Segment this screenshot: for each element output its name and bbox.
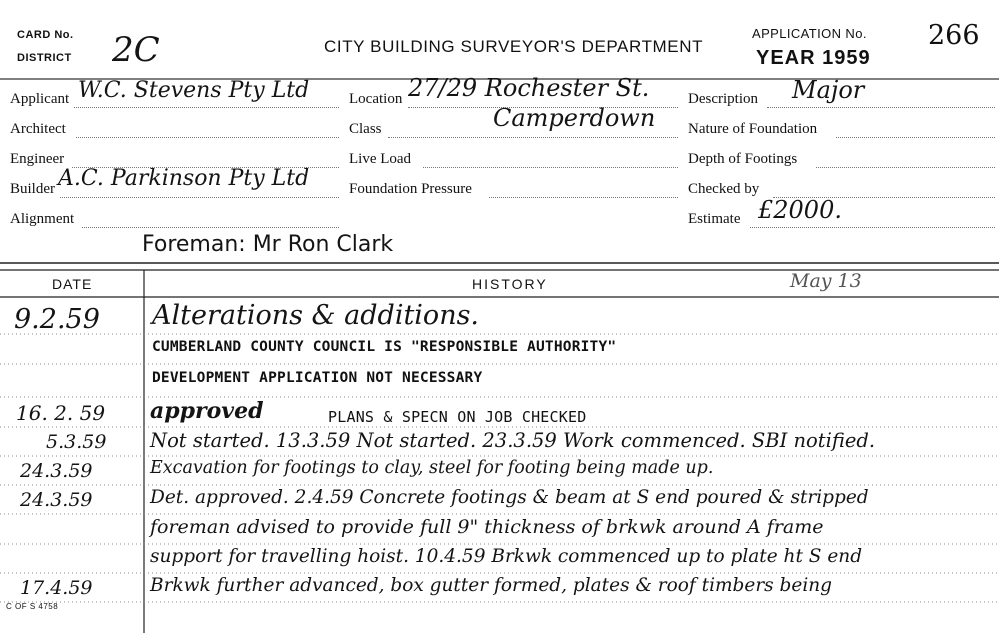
- history-row-text: Det. approved. 2.4.59 Concrete footings & beam at S end poured & stripped: [150, 487, 869, 508]
- engineer-label: Engineer: [10, 151, 65, 167]
- history-stamp-responsible-authority: CUMBERLAND COUNTY COUNCIL IS "RESPONSIBLE AUTHORITY": [152, 339, 617, 355]
- history-stamp-development-application: DEVELOPMENT APPLICATION NOT NECESSARY: [152, 370, 483, 386]
- history-row-date: 17.4.59: [20, 577, 93, 599]
- location-value-2: Camperdown: [493, 104, 656, 132]
- live-load-label: Live Load: [349, 151, 412, 167]
- history-row-text: approved: [150, 398, 264, 424]
- history-row-text: support for travelling hoist. 10.4.59 Brkwk commenced up to plate ht S end: [150, 546, 863, 567]
- district-label: DISTRICT: [17, 52, 72, 64]
- history-row-date: 24.3.59: [20, 489, 93, 511]
- date-column-header: DATE: [52, 276, 93, 292]
- location-label: Location: [349, 91, 403, 107]
- history-row-date: 5.3.59: [46, 431, 107, 453]
- history-column-header: HISTORY: [472, 276, 548, 292]
- application-no-value: 266: [928, 20, 980, 51]
- history-stamp-plans-checked: PLANS & SPECN ON JOB CHECKED: [328, 408, 587, 426]
- applicant-label: Applicant: [10, 91, 70, 107]
- foreman-note: Foreman: Mr Ron Clark: [142, 232, 394, 257]
- history-row-date: 9.2.59: [14, 304, 100, 335]
- estimate-value: £2000.: [758, 196, 842, 224]
- corner-note: May 13: [790, 270, 862, 292]
- nature-of-foundation-label: Nature of Foundation: [688, 121, 818, 137]
- history-row-text: Brkwk further advanced, box gutter formed, plates & roof timbers being: [150, 575, 833, 596]
- history-row-text: Not started. 13.3.59 Not started. 23.3.59 Work commenced. SBI notified.: [150, 429, 876, 452]
- form-code: C OF S 4758: [6, 602, 59, 611]
- foundation-pressure-label: Foundation Pressure: [349, 181, 472, 197]
- builder-value: A.C. Parkinson Pty Ltd: [58, 166, 310, 191]
- history-row-text: Alterations & additions.: [152, 300, 480, 331]
- applicant-value: W.C. Stevens Pty Ltd: [78, 78, 310, 103]
- builder-label: Builder: [10, 181, 55, 197]
- history-row-text: foreman advised to provide full 9" thickness of brkwk around A frame: [150, 516, 824, 538]
- history-row-date: 16. 2. 59: [16, 401, 106, 425]
- district-value: 2C: [112, 30, 160, 70]
- alignment-label: Alignment: [10, 211, 75, 227]
- history-row-text: Excavation for footings to clay, steel for footing being made up.: [150, 458, 714, 478]
- history-row-date: 24.3.59: [20, 460, 93, 482]
- class-label: Class: [349, 121, 382, 137]
- estimate-label: Estimate: [688, 211, 741, 227]
- application-no-label: APPLICATION No.: [752, 26, 867, 41]
- architect-label: Architect: [10, 121, 66, 137]
- description-label: Description: [688, 91, 758, 107]
- description-value: Major: [792, 76, 865, 104]
- card-no-label: CARD No.: [17, 29, 74, 41]
- year-label: YEAR 1959: [756, 47, 871, 69]
- department-title: CITY BUILDING SURVEYOR'S DEPARTMENT: [324, 37, 704, 56]
- location-value-1: 27/29 Rochester St.: [408, 74, 650, 102]
- checked-by-label: Checked by: [688, 181, 760, 197]
- depth-of-footings-label: Depth of Footings: [688, 151, 798, 167]
